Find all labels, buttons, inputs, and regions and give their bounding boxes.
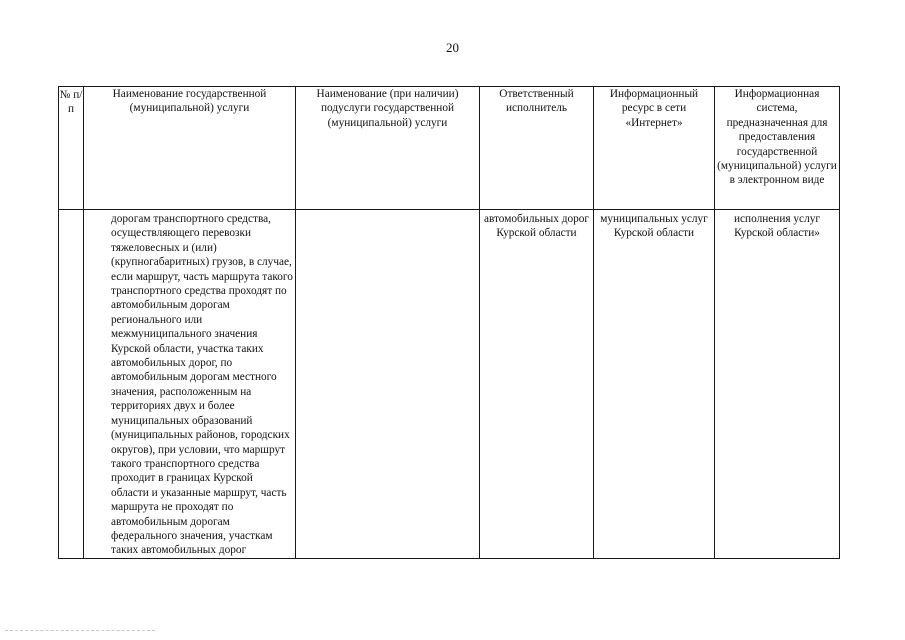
- cell-internet-resource: муниципальных услуг Курской области: [594, 210, 715, 559]
- header-internet-resource: Информационный ресурс в сети «Интернет»: [594, 87, 715, 210]
- cell-info-system: исполнения услуг Курской области»: [715, 210, 840, 559]
- cell-subservice-name: [296, 210, 480, 559]
- table-header-row: [59, 87, 840, 210]
- cell-executor: автомобильных дорог Курской области: [480, 210, 594, 559]
- table-row: [59, 210, 840, 559]
- header-executor: Ответственный исполнитель: [480, 87, 594, 210]
- header-number: № п/п: [59, 87, 84, 210]
- page-number: 20: [446, 40, 459, 55]
- scan-artifact: [5, 630, 155, 632]
- services-table: [58, 86, 840, 559]
- header-info-system: Информационная система, предназначенная для предоставления государственной (муниципальной) услуги в электронном виде: [715, 87, 840, 210]
- cell-service-name: дорогам транспортного средства, осуществляющего перевозки тяжеловесных и (или) (крупногабаритных) грузов, в случае, если маршрут, часть маршрута такого транспортного средства проходят по автомобильным дорогам регионального или межмуниципального значения Курской области, участка таких автомобильных дорог, по автомобильным дорогам местного значения, расположенным на территориях двух и более муниципальных образований (муниципальных районов, городских округов), при условии, что маршрут такого транспортного средства проходит в границах Курской области и указанные маршрут, часть маршрута не проходят по автомобильным дорогам федерального значения, участкам таких автомобильных дорог: [84, 210, 296, 559]
- header-service-name: Наименование государственной (муниципальной) услуги: [84, 87, 296, 210]
- header-subservice-name: Наименование (при наличии) подуслуги государственной (муниципальной) услуги: [296, 87, 480, 210]
- cell-number: [59, 210, 84, 559]
